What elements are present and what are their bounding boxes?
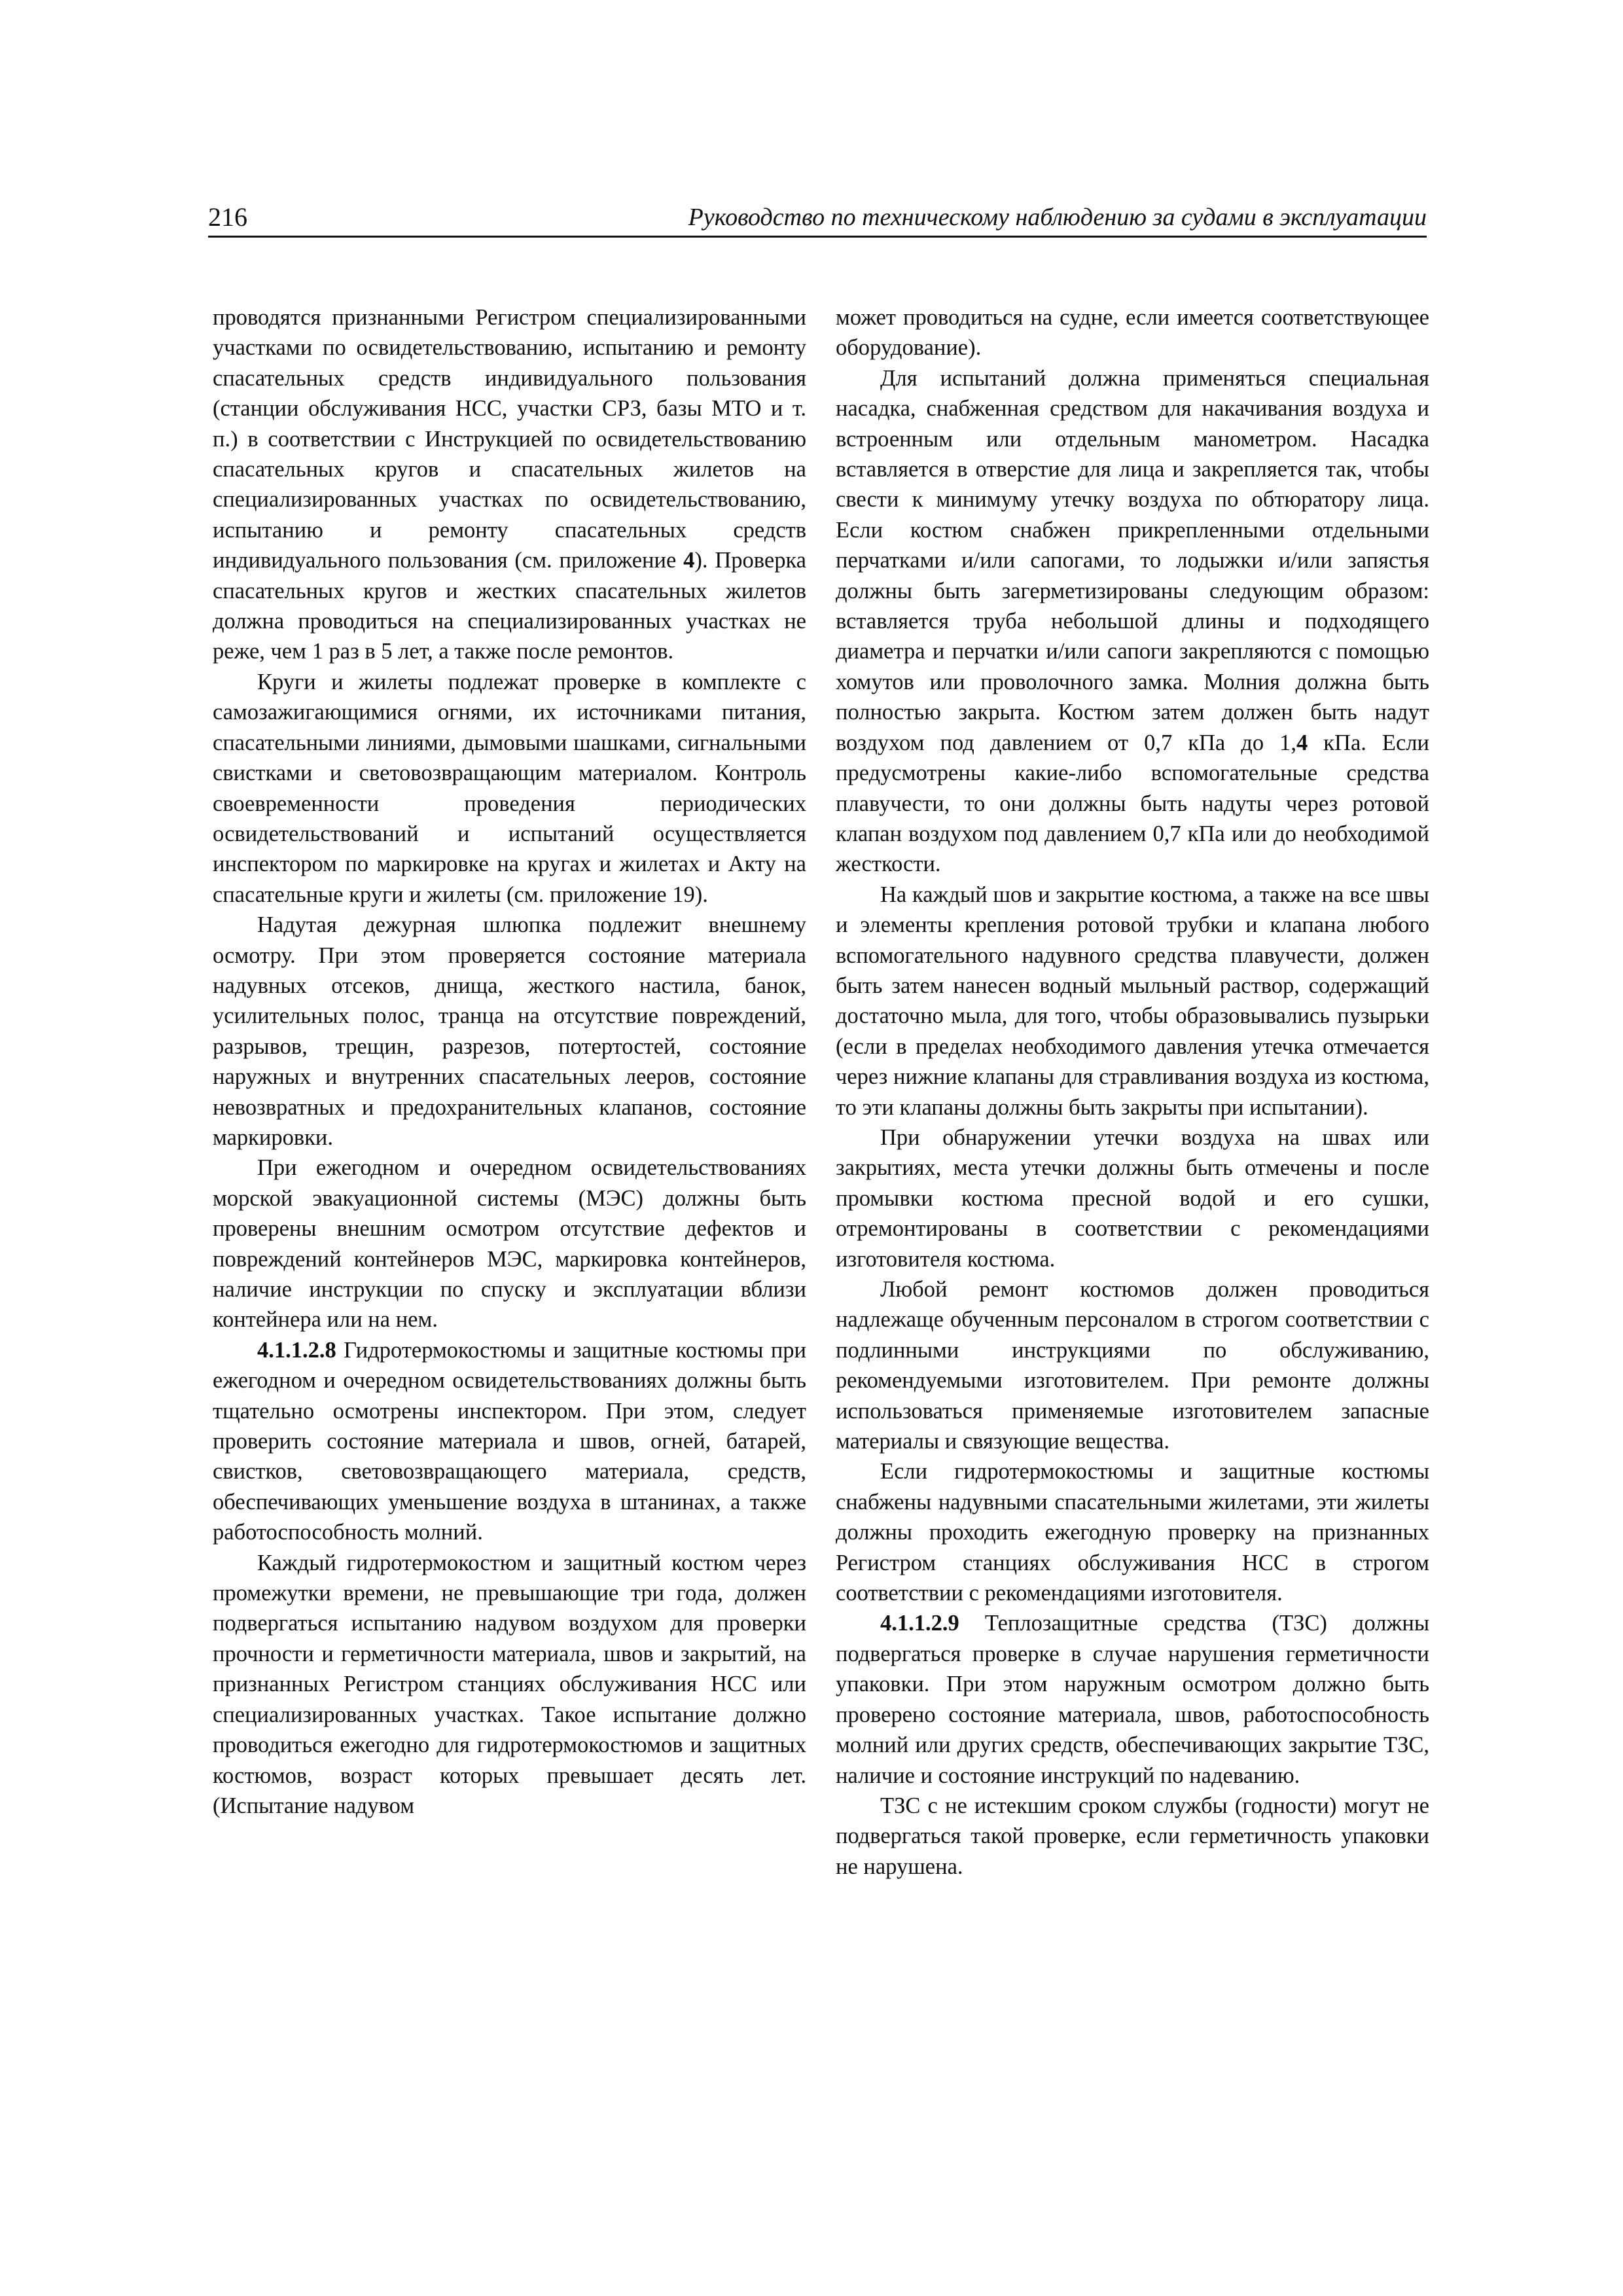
running-title: Руководство по техническому наблюдению за судами в эксплуатации (688, 204, 1427, 231)
section-number: 4.1.1.2.9 (880, 1611, 959, 1636)
paragraph: Надутая дежурная шлюпка подлежит внешнему осмотру. При этом проверяется состояние материала надувных отсеков, днища, жесткого настила, банок, усилительных полос, транца на отсутствие повреждений, разрывов, трещин, разрезов, потертостей, состояние наружных и внутренних спасательных лееров, состояние невозвратных и предохранительных клапанов, состояние маркировки. (213, 912, 806, 1150)
paragraph: ТЗС с не истекшим сроком службы (годности) могут не подвергаться такой проверке, если герметичность упаковки не нарушена. (836, 1793, 1429, 1879)
paragraph: может проводиться на судне, если имеется соответствующее оборудование). (836, 305, 1429, 361)
appendix-number: 4 (683, 548, 695, 573)
bold-digit: 4 (1296, 730, 1308, 755)
paragraph: Круги и жилеты подлежат проверке в комплекте с самозажигающимися огнями, их источниками питания, спасательными линиями, дымовыми шашками, сигнальными свистками и световозвращающим материалом. Контроль своевременности проведения периодических освидетельствований и испытаний осуществляется инспектором по маркировке на кругах и жилетах и Акту на спасательные круги и жилеты (см. приложение 19). (213, 669, 806, 907)
section-paragraph: 4.1.1.2.9 Теплозащитные средства (ТЗС) должны подвергаться проверке в случае нарушения герметичности упаковки. При этом наружным осмотром должно быть проверено состояние материала, швов, работоспособность молний или других средств, обеспечивающих закрытие ТЗС, наличие и состояние инструкций по надеванию. (836, 1611, 1429, 1788)
page-number: 216 (208, 202, 247, 232)
paragraph: Каждый гидротермокостюм и защитный костюм через промежутки времени, не превышающие три года, должен подвергаться испытанию надувом воздухом для проверки прочности и герметичности материала, швов и закрытий, на признанных Регистром станциях обслуживания НСС или специализированных участках. Такое испытание должно проводиться ежегодно для гидротермокостюмов и защитных костюмов, возраст которых превышает десять лет. (Испытание надувом (213, 1550, 806, 1818)
section-paragraph: 4.1.1.2.8 Гидротермокостюмы и защитные костюмы при ежегодном и очередном освидетельствованиях должны быть тщательно осмотрены инспектором. При этом, следует проверить состояние материала и швов, огней, батарей, свистков, световозвращающего материала, средств, обеспечивающих уменьшение воздуха в штанинах, а также работоспособность молний. (213, 1337, 806, 1545)
right-column (836, 302, 1429, 1882)
left-column (213, 302, 806, 1821)
paragraph: Любой ремонт костюмов должен проводиться надлежаще обученным персоналом в строгом соответствии с подлинными инструкциями по обслуживанию, рекомендуемыми изготовителем. При ремонте должны использоваться применяемые изготовителем запасные материалы и связующие вещества. (836, 1277, 1429, 1454)
page-header (208, 196, 1427, 238)
paragraph: Если гидротермокостюмы и защитные костюмы снабжены надувными спасательными жилетами, эти жилеты должны проходить ежегодную проверку на признанных Регистром станциях обслуживания НСС в строгом соответствии с рекомендациями изготовителя. (836, 1459, 1429, 1606)
paragraph: При обнаружении утечки воздуха на швах или закрытиях, места утечки должны быть отмечены и после промывки костюма пресной водой и его сушки, отремонтированы в соответствии с рекомендациями изготовителя костюма. (836, 1124, 1429, 1272)
paragraph: На каждый шов и закрытие костюма, а также на все швы и элементы крепления ротовой трубки и клапана любого вспомогательного надувного средства плавучести, должен быть затем нанесен водный мыльный раствор, содержащий достаточно мыла, для того, чтобы образовывались пузырьки (если в пределах необходимого давления утечка отмечается через нижние клапаны для стравливания воздуха из костюма, то эти клапаны должны быть закрыты при испытании). (836, 882, 1429, 1120)
section-number: 4.1.1.2.8 (257, 1337, 336, 1363)
paragraph: проводятся признанными Регистром специализированными участками по освидетельствованию, испытанию и ремонту спасательных средств индивидуального пользования (станции обслуживания НСС, участки СРЗ, базы МТО и т. п.) в соответствии с Инструкцией по освидетельствованию спасательных кругов и спасательных жилетов на специализированных участках по освидетельствованию, испытанию и ремонту спасательных средств индивидуального пользования (см. приложение 4). Проверка спасательных кругов и жестких спасательных жилетов должна проводиться на специализированных участках не реже, чем 1 раз в 5 лет, а также после ремонтов. (213, 305, 806, 664)
paragraph: При ежегодном и очередном освидетельствованиях морской эвакуационной системы (МЭС) должны быть проверены внешним осмотром отсутствие дефектов и повреждений контейнеров МЭС, маркировка контейнеров, наличие инструкции по спуску и эксплуатации вблизи контейнера или на нем. (213, 1155, 806, 1333)
paragraph: Для испытаний должна применяться специальная насадка, снабженная средством для накачивания воздуха и встроенным или отдельным манометром. Насадка вставляется в отверстие для лица и закрепляется так, чтобы свести к минимуму утечку воздуха по обтюратору лица. Если костюм снабжен прикрепленными отдельными перчатками и/или сапогами, то лодыжки и/или запястья должны быть загерметизированы следующим образом: вставляется труба небольшой длины и подходящего диаметра и перчатки и/или сапоги закрепляются с помощью хомутов или проволочного замка. Молния должна быть полностью закрыта. Костюм затем должен быть надут воздухом под давлением от 0,7 кПа до 1,4 кПа. Если предусмотрены какие-либо вспомогательные средства плавучести, то они должны быть надуты через ротовой клапан воздухом под давлением 0,7 кПа или до необходимой жесткости. (836, 365, 1429, 877)
